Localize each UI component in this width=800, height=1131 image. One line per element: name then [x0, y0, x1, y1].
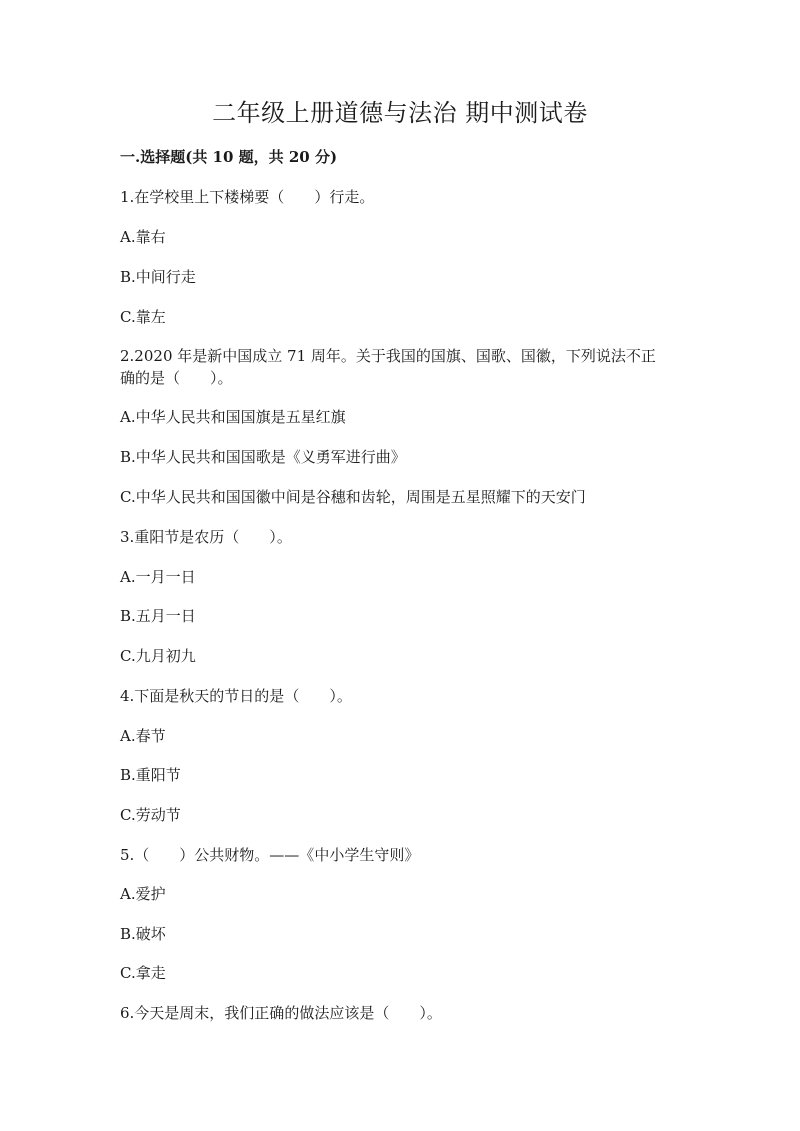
question-1-option-a: A.靠右	[120, 228, 166, 246]
section-heading: 一.选择题(共 10 题，共 20 分)	[120, 148, 338, 166]
question-5-option-a: A.爱护	[120, 885, 166, 903]
question-5-text: 5.（ ）公共财物。——《中小学生守则》	[120, 846, 420, 864]
question-2-option-b: B.中华人民共和国国歌是《义勇军进行曲》	[120, 448, 406, 466]
question-4-option-a: A.春节	[120, 727, 166, 745]
question-3-option-c: C.九月初九	[120, 647, 196, 665]
question-4-option-b: B.重阳节	[120, 766, 181, 784]
question-3-option-b: B.五月一日	[120, 607, 196, 625]
question-2-text: 2.2020 年是新中国成立 71 周年。关于我国的国旗、国歌、国徽，下列说法不正确的是（ ）。	[120, 347, 656, 387]
question-5-option-c: C.拿走	[120, 964, 166, 982]
question-6-text: 6.今天是周末，我们正确的做法应该是（ ）。	[120, 1004, 442, 1022]
question-2-option-c: C.中华人民共和国国徽中间是谷穗和齿轮，周围是五星照耀下的天安门	[120, 488, 586, 506]
question-1-option-c: C.靠左	[120, 308, 166, 326]
question-5-option-b: B.破坏	[120, 925, 166, 943]
question-4-option-c: C.劳动节	[120, 806, 181, 824]
page-title: 二年级上册道德与法治 期中测试卷	[212, 99, 588, 127]
question-3-text: 3.重阳节是农历（ ）。	[120, 528, 292, 546]
question-1-text: 1.在学校里上下楼梯要（ ）行走。	[120, 188, 375, 206]
question-1-option-b: B.中间行走	[120, 268, 196, 286]
question-4-text: 4.下面是秋天的节日的是（ ）。	[120, 687, 352, 705]
question-2-option-a: A.中华人民共和国国旗是五星红旗	[120, 408, 346, 426]
question-3-option-a: A.一月一日	[120, 568, 196, 586]
